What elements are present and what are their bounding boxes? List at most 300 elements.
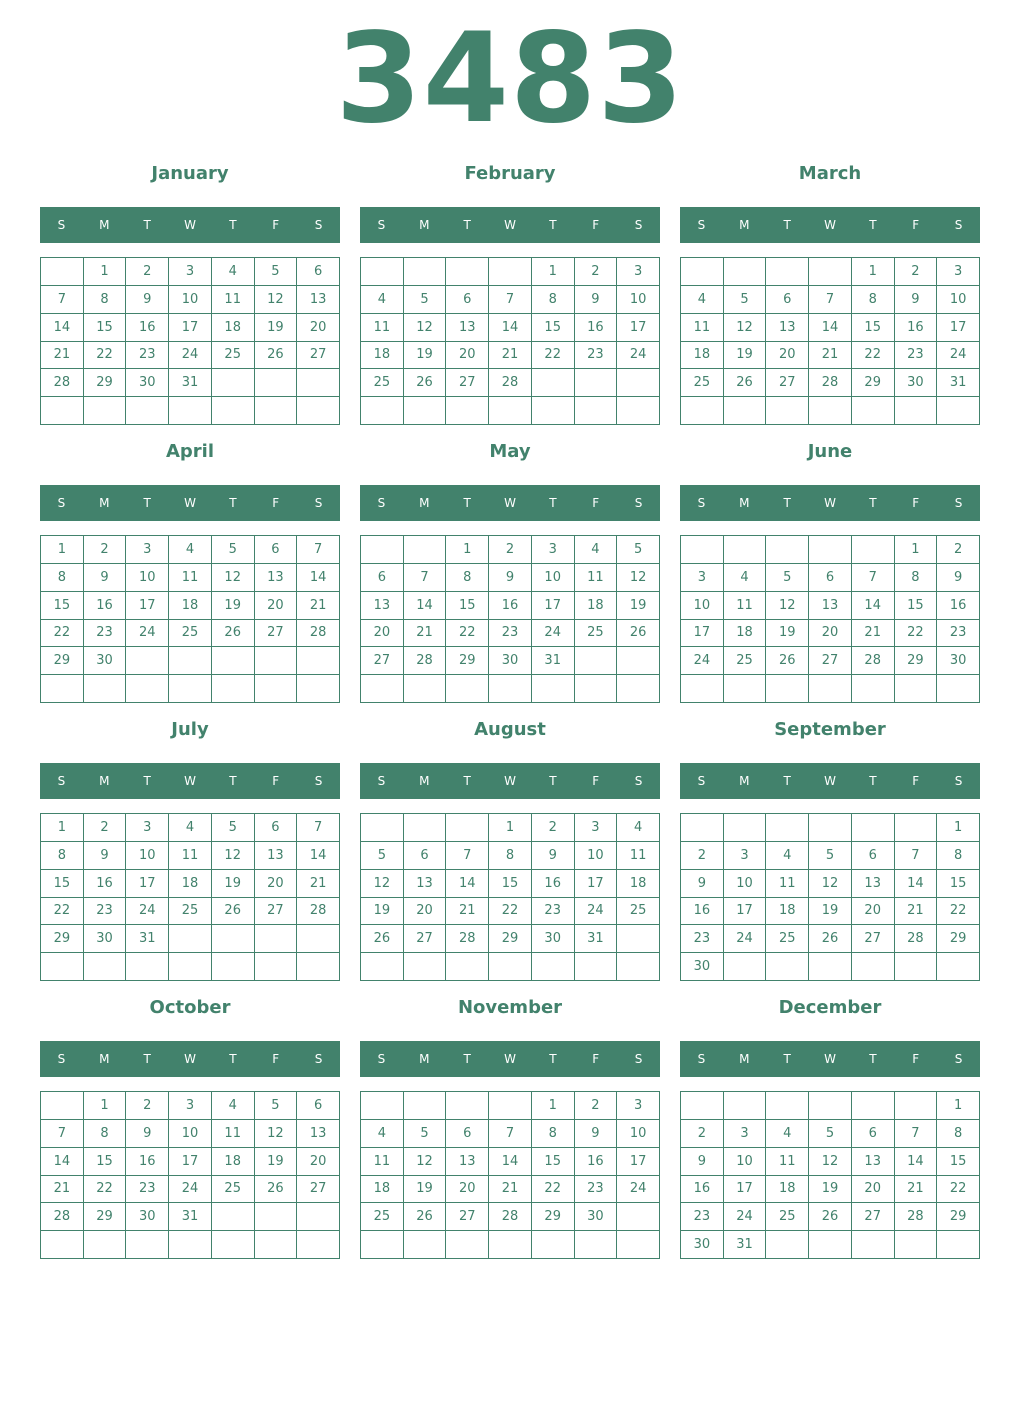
day-cell: 19: [724, 342, 767, 370]
day-cell: 25: [361, 1203, 404, 1231]
month-name: February: [464, 163, 556, 184]
day-cell: 23: [575, 342, 618, 370]
day-cell: 25: [681, 369, 724, 397]
day-cell: 23: [575, 1176, 618, 1204]
day-cell: 21: [41, 342, 84, 370]
empty-cell: [361, 536, 404, 564]
day-cell: 8: [937, 842, 980, 870]
day-grid: [40, 813, 340, 981]
day-cell: 26: [809, 1203, 852, 1231]
day-cell: 16: [532, 870, 575, 898]
weekday-label: T: [229, 774, 237, 788]
empty-cell: [212, 925, 255, 953]
day-cell: 6: [255, 814, 298, 842]
day-cell: 14: [809, 314, 852, 342]
day-cell: 5: [404, 1120, 447, 1148]
weekday-header: [40, 1041, 340, 1077]
empty-cell: [404, 1231, 447, 1259]
empty-cell: [809, 258, 852, 286]
day-cell: 12: [404, 1148, 447, 1176]
weekday-label: W: [824, 1052, 836, 1066]
weekday-label: T: [229, 496, 237, 510]
day-cell: 1: [852, 258, 895, 286]
empty-cell: [937, 397, 980, 425]
day-cell: 15: [489, 870, 532, 898]
day-cell: 31: [169, 369, 212, 397]
day-cell: 8: [532, 286, 575, 314]
day-cell: 26: [212, 620, 255, 648]
empty-cell: [575, 953, 618, 981]
day-cell: 14: [489, 314, 532, 342]
day-cell: 20: [297, 1148, 340, 1176]
day-cell: 8: [532, 1120, 575, 1148]
day-cell: 13: [255, 564, 298, 592]
day-cell: 17: [617, 314, 660, 342]
day-cell: 9: [575, 1120, 618, 1148]
empty-cell: [212, 369, 255, 397]
empty-cell: [895, 814, 938, 842]
day-cell: 9: [84, 842, 127, 870]
empty-cell: [681, 258, 724, 286]
weekday-label: T: [869, 774, 877, 788]
empty-cell: [126, 647, 169, 675]
empty-cell: [255, 397, 298, 425]
empty-cell: [809, 1092, 852, 1120]
empty-cell: [766, 953, 809, 981]
day-cell: 3: [937, 258, 980, 286]
empty-cell: [575, 1231, 618, 1259]
day-cell: 2: [575, 1092, 618, 1120]
day-cell: 28: [41, 1203, 84, 1231]
day-cell: 24: [126, 620, 169, 648]
day-cell: 22: [446, 620, 489, 648]
empty-cell: [41, 397, 84, 425]
day-cell: 6: [446, 1120, 489, 1148]
day-cell: 19: [212, 592, 255, 620]
empty-cell: [446, 397, 489, 425]
day-cell: 11: [766, 870, 809, 898]
day-cell: 9: [126, 1120, 169, 1148]
weekday-label: W: [824, 496, 836, 510]
month-name: May: [489, 441, 531, 462]
weekday-header: [360, 485, 660, 521]
day-cell: 6: [361, 564, 404, 592]
day-cell: 1: [532, 258, 575, 286]
weekday-label: W: [504, 496, 516, 510]
weekday-label: M: [739, 774, 750, 788]
day-cell: 16: [681, 1176, 724, 1204]
day-cell: 24: [617, 342, 660, 370]
weekday-label: T: [783, 218, 791, 232]
weekday-label: T: [229, 218, 237, 232]
weekday-label: S: [697, 774, 706, 788]
day-cell: 22: [41, 898, 84, 926]
weekday-label: F: [592, 1052, 600, 1066]
day-cell: 15: [41, 870, 84, 898]
day-cell: 27: [255, 620, 298, 648]
empty-cell: [575, 647, 618, 675]
weekday-label: T: [549, 218, 557, 232]
day-cell: 9: [681, 1148, 724, 1176]
day-cell: 26: [617, 620, 660, 648]
empty-cell: [297, 1231, 340, 1259]
day-cell: 8: [937, 1120, 980, 1148]
day-cell: 19: [766, 620, 809, 648]
weekday-label: S: [954, 1052, 963, 1066]
day-cell: 12: [809, 1148, 852, 1176]
day-cell: 9: [532, 842, 575, 870]
empty-cell: [575, 397, 618, 425]
empty-cell: [617, 369, 660, 397]
weekday-label: T: [463, 774, 471, 788]
empty-cell: [681, 1092, 724, 1120]
empty-cell: [255, 1203, 298, 1231]
weekday-label: T: [869, 1052, 877, 1066]
empty-cell: [41, 953, 84, 981]
day-cell: 16: [126, 1148, 169, 1176]
day-cell: 16: [937, 592, 980, 620]
day-cell: 12: [617, 564, 660, 592]
day-cell: 24: [575, 898, 618, 926]
day-cell: 24: [532, 620, 575, 648]
day-cell: 6: [255, 536, 298, 564]
day-cell: 8: [895, 564, 938, 592]
day-cell: 3: [617, 1092, 660, 1120]
weekday-label: T: [869, 496, 877, 510]
day-cell: 17: [532, 592, 575, 620]
day-cell: 2: [937, 536, 980, 564]
empty-cell: [126, 953, 169, 981]
empty-cell: [169, 925, 212, 953]
weekday-header: [360, 1041, 660, 1077]
empty-cell: [297, 1203, 340, 1231]
day-cell: 4: [169, 536, 212, 564]
weekday-header: [680, 207, 980, 243]
empty-cell: [852, 953, 895, 981]
day-cell: 17: [937, 314, 980, 342]
empty-cell: [724, 675, 767, 703]
day-cell: 26: [404, 1203, 447, 1231]
day-cell: 14: [297, 842, 340, 870]
day-cell: 26: [404, 369, 447, 397]
day-cell: 27: [404, 925, 447, 953]
day-cell: 7: [809, 286, 852, 314]
day-cell: 7: [404, 564, 447, 592]
day-cell: 16: [575, 314, 618, 342]
empty-cell: [212, 675, 255, 703]
day-cell: 18: [212, 314, 255, 342]
weekday-label: F: [272, 774, 280, 788]
empty-cell: [489, 1092, 532, 1120]
empty-cell: [212, 397, 255, 425]
day-cell: 22: [937, 898, 980, 926]
weekday-label: F: [912, 496, 920, 510]
day-cell: 6: [809, 564, 852, 592]
day-cell: 12: [766, 592, 809, 620]
day-cell: 17: [724, 898, 767, 926]
weekday-header: [360, 763, 660, 799]
day-grid: [360, 535, 660, 703]
empty-cell: [361, 397, 404, 425]
day-grid: [680, 813, 980, 981]
empty-cell: [212, 647, 255, 675]
day-cell: 13: [297, 286, 340, 314]
day-cell: 21: [489, 342, 532, 370]
empty-cell: [297, 675, 340, 703]
empty-cell: [617, 925, 660, 953]
day-cell: 18: [169, 870, 212, 898]
month-name: December: [778, 997, 882, 1018]
day-cell: 30: [575, 1203, 618, 1231]
empty-cell: [895, 675, 938, 703]
day-cell: 29: [84, 1203, 127, 1231]
day-cell: 17: [126, 870, 169, 898]
empty-cell: [937, 675, 980, 703]
empty-cell: [169, 953, 212, 981]
empty-cell: [446, 953, 489, 981]
empty-cell: [212, 953, 255, 981]
empty-cell: [724, 536, 767, 564]
day-cell: 6: [446, 286, 489, 314]
empty-cell: [852, 1092, 895, 1120]
weekday-label: W: [824, 774, 836, 788]
day-cell: 16: [84, 592, 127, 620]
day-cell: 13: [255, 842, 298, 870]
day-cell: 25: [169, 620, 212, 648]
weekday-label: S: [634, 218, 643, 232]
day-cell: 4: [212, 1092, 255, 1120]
day-grid: [360, 1091, 660, 1259]
day-cell: 29: [895, 647, 938, 675]
day-cell: 18: [766, 898, 809, 926]
weekday-label: F: [592, 774, 600, 788]
day-cell: 30: [126, 369, 169, 397]
empty-cell: [169, 397, 212, 425]
day-cell: 19: [404, 342, 447, 370]
weekday-label: W: [504, 1052, 516, 1066]
month-name: March: [798, 163, 862, 184]
day-cell: 14: [852, 592, 895, 620]
weekday-label: T: [783, 1052, 791, 1066]
empty-cell: [766, 675, 809, 703]
day-cell: 22: [937, 1176, 980, 1204]
weekday-label: T: [549, 496, 557, 510]
empty-cell: [895, 1231, 938, 1259]
empty-cell: [575, 369, 618, 397]
day-cell: 3: [575, 814, 618, 842]
empty-cell: [809, 536, 852, 564]
weekday-label: T: [549, 774, 557, 788]
day-cell: 4: [212, 258, 255, 286]
weekday-header: [680, 485, 980, 521]
day-cell: 30: [681, 1231, 724, 1259]
day-cell: 24: [169, 1176, 212, 1204]
empty-cell: [809, 814, 852, 842]
day-cell: 10: [681, 592, 724, 620]
day-cell: 2: [681, 1120, 724, 1148]
day-cell: 12: [404, 314, 447, 342]
day-cell: 31: [724, 1231, 767, 1259]
day-cell: 4: [617, 814, 660, 842]
empty-cell: [724, 814, 767, 842]
empty-cell: [766, 814, 809, 842]
day-cell: 2: [575, 258, 618, 286]
day-cell: 26: [212, 898, 255, 926]
day-cell: 15: [937, 1148, 980, 1176]
day-cell: 30: [895, 369, 938, 397]
empty-cell: [489, 953, 532, 981]
day-cell: 25: [212, 342, 255, 370]
day-cell: 14: [41, 1148, 84, 1176]
day-cell: 17: [575, 870, 618, 898]
day-cell: 28: [895, 925, 938, 953]
day-cell: 21: [41, 1176, 84, 1204]
day-cell: 19: [617, 592, 660, 620]
day-cell: 29: [852, 369, 895, 397]
day-cell: 29: [41, 647, 84, 675]
day-cell: 26: [766, 647, 809, 675]
day-cell: 23: [681, 925, 724, 953]
day-cell: 28: [489, 369, 532, 397]
weekday-label: M: [419, 774, 430, 788]
empty-cell: [895, 953, 938, 981]
weekday-label: T: [869, 218, 877, 232]
day-cell: 19: [212, 870, 255, 898]
day-cell: 13: [766, 314, 809, 342]
weekday-label: S: [57, 1052, 66, 1066]
empty-cell: [212, 1231, 255, 1259]
empty-cell: [809, 1231, 852, 1259]
day-cell: 24: [617, 1176, 660, 1204]
month-name: July: [171, 719, 209, 740]
day-cell: 2: [126, 1092, 169, 1120]
day-cell: 31: [169, 1203, 212, 1231]
empty-cell: [895, 1092, 938, 1120]
weekday-label: M: [99, 218, 110, 232]
weekday-label: F: [912, 774, 920, 788]
weekday-label: S: [314, 774, 323, 788]
weekday-label: W: [184, 218, 196, 232]
weekday-label: S: [377, 496, 386, 510]
empty-cell: [446, 1231, 489, 1259]
day-cell: 26: [361, 925, 404, 953]
weekday-label: S: [377, 218, 386, 232]
day-cell: 30: [84, 925, 127, 953]
day-cell: 20: [446, 342, 489, 370]
day-cell: 25: [766, 925, 809, 953]
month-name: August: [474, 719, 546, 740]
weekday-label: W: [184, 496, 196, 510]
weekday-label: M: [99, 1052, 110, 1066]
day-cell: 1: [41, 536, 84, 564]
weekday-header: [40, 207, 340, 243]
day-cell: 4: [766, 1120, 809, 1148]
day-cell: 6: [297, 1092, 340, 1120]
weekday-header: [680, 1041, 980, 1077]
year-title: 3483: [335, 7, 685, 151]
weekday-label: F: [272, 218, 280, 232]
empty-cell: [681, 814, 724, 842]
day-cell: 17: [169, 1148, 212, 1176]
day-cell: 24: [681, 647, 724, 675]
empty-cell: [895, 397, 938, 425]
day-cell: 19: [255, 314, 298, 342]
empty-cell: [404, 953, 447, 981]
day-cell: 16: [84, 870, 127, 898]
day-cell: 13: [446, 314, 489, 342]
empty-cell: [617, 397, 660, 425]
day-cell: 18: [212, 1148, 255, 1176]
day-cell: 20: [446, 1176, 489, 1204]
empty-cell: [809, 953, 852, 981]
weekday-label: F: [912, 218, 920, 232]
weekday-label: S: [954, 774, 963, 788]
day-cell: 1: [446, 536, 489, 564]
day-cell: 10: [169, 1120, 212, 1148]
day-cell: 5: [617, 536, 660, 564]
day-cell: 2: [895, 258, 938, 286]
day-cell: 30: [84, 647, 127, 675]
day-cell: 27: [297, 342, 340, 370]
empty-cell: [852, 536, 895, 564]
day-cell: 22: [84, 342, 127, 370]
day-cell: 5: [212, 814, 255, 842]
day-cell: 20: [361, 620, 404, 648]
empty-cell: [681, 675, 724, 703]
day-cell: 11: [766, 1148, 809, 1176]
empty-cell: [297, 925, 340, 953]
day-cell: 15: [937, 870, 980, 898]
day-cell: 4: [169, 814, 212, 842]
day-cell: 2: [681, 842, 724, 870]
weekday-label: T: [143, 1052, 151, 1066]
day-cell: 14: [404, 592, 447, 620]
empty-cell: [617, 953, 660, 981]
day-cell: 11: [575, 564, 618, 592]
day-cell: 23: [895, 342, 938, 370]
day-cell: 29: [41, 925, 84, 953]
day-cell: 20: [852, 1176, 895, 1204]
day-cell: 12: [212, 842, 255, 870]
day-cell: 1: [532, 1092, 575, 1120]
day-cell: 5: [809, 842, 852, 870]
weekday-label: T: [143, 774, 151, 788]
day-cell: 31: [532, 647, 575, 675]
day-cell: 28: [489, 1203, 532, 1231]
day-cell: 20: [255, 592, 298, 620]
day-cell: 19: [809, 898, 852, 926]
day-grid: [40, 535, 340, 703]
weekday-label: S: [377, 774, 386, 788]
empty-cell: [255, 369, 298, 397]
empty-cell: [212, 1203, 255, 1231]
month-name: September: [774, 719, 886, 740]
weekday-label: S: [697, 496, 706, 510]
empty-cell: [404, 536, 447, 564]
day-cell: 25: [617, 898, 660, 926]
day-cell: 21: [852, 620, 895, 648]
day-cell: 27: [766, 369, 809, 397]
day-cell: 26: [255, 342, 298, 370]
day-cell: 18: [681, 342, 724, 370]
day-cell: 27: [255, 898, 298, 926]
empty-cell: [852, 814, 895, 842]
day-cell: 9: [126, 286, 169, 314]
day-cell: 9: [84, 564, 127, 592]
day-cell: 21: [446, 898, 489, 926]
day-cell: 30: [681, 953, 724, 981]
day-cell: 23: [84, 620, 127, 648]
